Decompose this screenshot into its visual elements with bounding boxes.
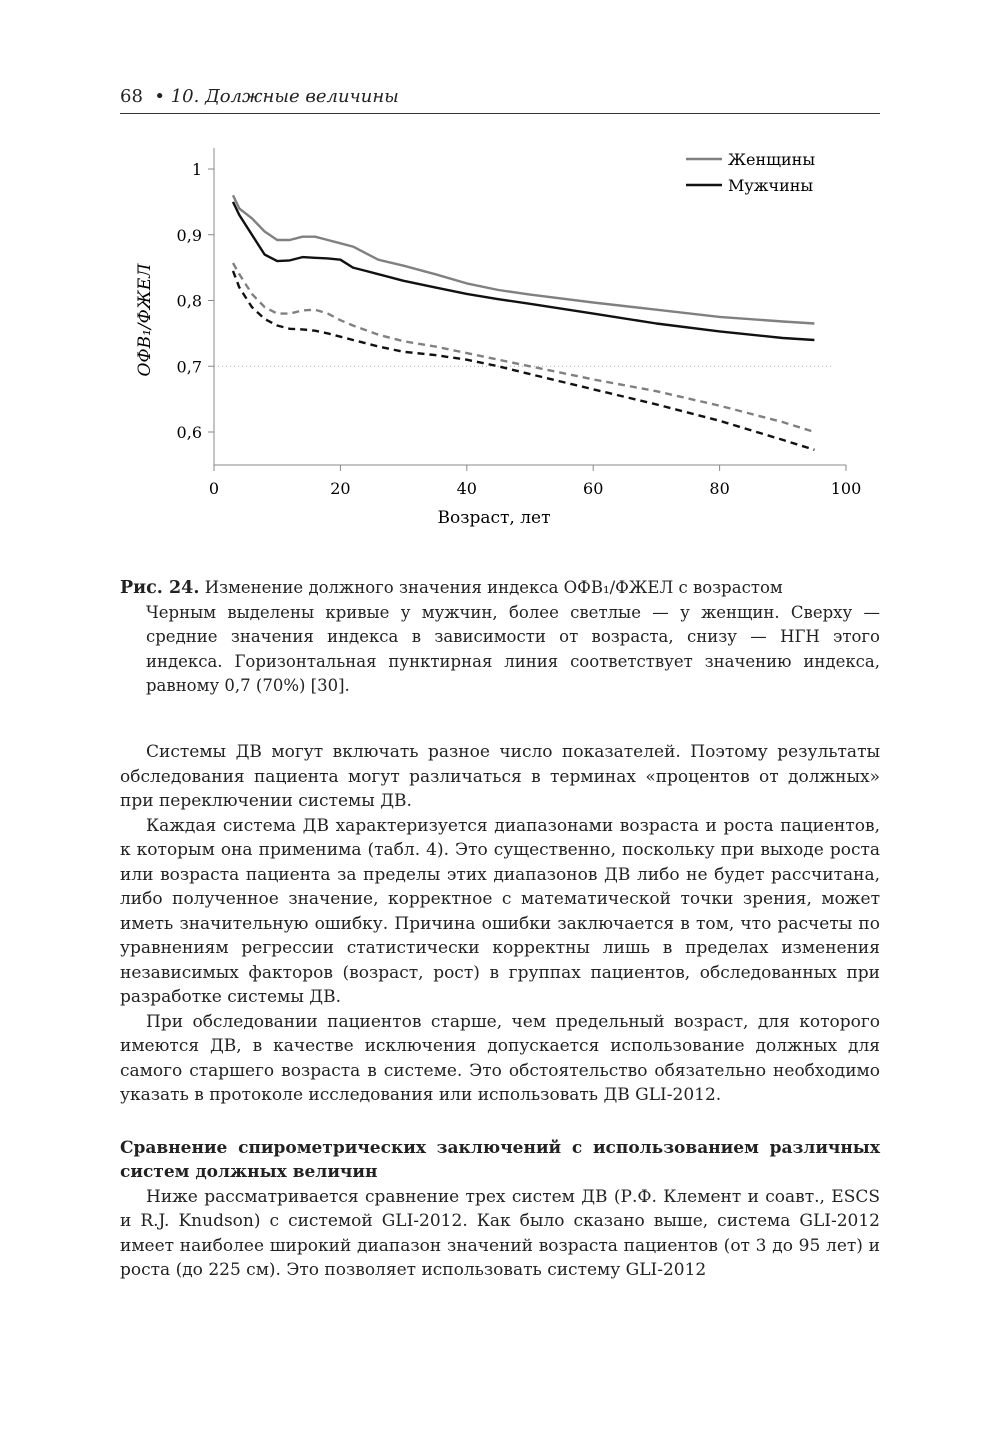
y-tick-label: 0,8 <box>176 291 202 311</box>
series-mean-men <box>233 202 814 340</box>
section-heading: Сравнение спирометрических заключений с использованием различных систем должных величин <box>120 1137 880 1182</box>
series-lln-women <box>233 263 814 432</box>
running-header <box>120 86 880 107</box>
figure-label: Рис. 24. <box>120 578 200 598</box>
y-tick-label: 1 <box>191 160 202 179</box>
paragraph: При обследовании пациентов старше, чем предельный возраст, для которого имеются ДВ, в качестве исключения допускается использование должных для самого старшего возраста в системе. Это обстоятельство обязательно необходимо указать в протоколе исследования или использовать ДВ GLI-2012. <box>120 1011 880 1105</box>
paragraph: Ниже рассматривается сравнение трех систем ДВ (Р.Ф. Клемент и соавт., ESCS и R.J. Knudson) с системой GLI-2012. Как было сказано выше, система GLI-2012 имеет наиболее широкий диапазон значений возраста пациентов (от 3 до 95 лет) и роста (до 225 см). Это позволяет использовать систему GLI-2012 <box>120 1186 880 1280</box>
x-tick-label: 100 <box>830 479 862 498</box>
axes <box>177 148 862 498</box>
x-tick-label: 60 <box>583 479 604 498</box>
legend-label: Мужчины <box>728 176 814 195</box>
x-tick-label: 40 <box>456 479 477 498</box>
figure-title: Изменение должного значения индекса ОФВ₁/ФЖЕЛ с возрастом <box>204 578 783 597</box>
series-lines <box>233 195 814 449</box>
header-rule <box>120 113 880 114</box>
y-axis-label: ОФВ₁/ФЖЕЛ <box>135 263 155 377</box>
legend-label: Женщины <box>728 150 816 169</box>
chapter-title: 10. Должные величины <box>170 86 399 107</box>
fev1-fvc-chart <box>120 140 880 540</box>
y-tick-label: 0,9 <box>176 225 202 245</box>
figure-caption <box>120 576 880 699</box>
paragraph: Каждая система ДВ характеризуется диапазонами возраста и роста пациентов, к которым она применима (табл. 4). Это существенно, поскольку при выходе роста или возраста пациента за пределы этих диапазонов ДВ либо не будет рассчитана, либо полученное значение, корректное с математической точки зрения, может иметь значительную ошибку. Причина ошибки заключается в том, что расчеты по уравнениям регрессии статистически корректны лишь в пределах изменения независимых факторов (возраст, рост) в группах пациентов, обследованных при разработке системы ДВ. <box>120 815 880 1007</box>
y-tick-label: 0,6 <box>176 423 202 442</box>
x-tick-label: 20 <box>330 479 351 498</box>
legend <box>686 150 815 195</box>
x-axis-label: Возраст, лет <box>437 508 551 528</box>
y-tick-label: 0,7 <box>176 357 202 377</box>
page-number: 68 <box>120 86 143 107</box>
bullet: • <box>154 86 165 107</box>
series-lln-men <box>233 271 814 450</box>
series-mean-women <box>233 195 814 323</box>
x-tick-label: 80 <box>709 479 730 498</box>
body-text <box>120 740 880 1283</box>
figure-description: Черным выделены кривые у мужчин, более светлые — у женщин. Сверху — средние значения индекса в зависимости от возраста, снизу — НГН этого индекса. Горизонтальная пунктирная линия соответствует значению индекса, равному 0,7 (70%) [30]. <box>146 602 880 695</box>
x-tick-label: 0 <box>208 479 220 498</box>
paragraph: Системы ДВ могут включать разное число показателей. Поэтому результаты обследования пациента могут различаться в терминах «процентов от должных» при переключении системы ДВ. <box>120 742 880 811</box>
